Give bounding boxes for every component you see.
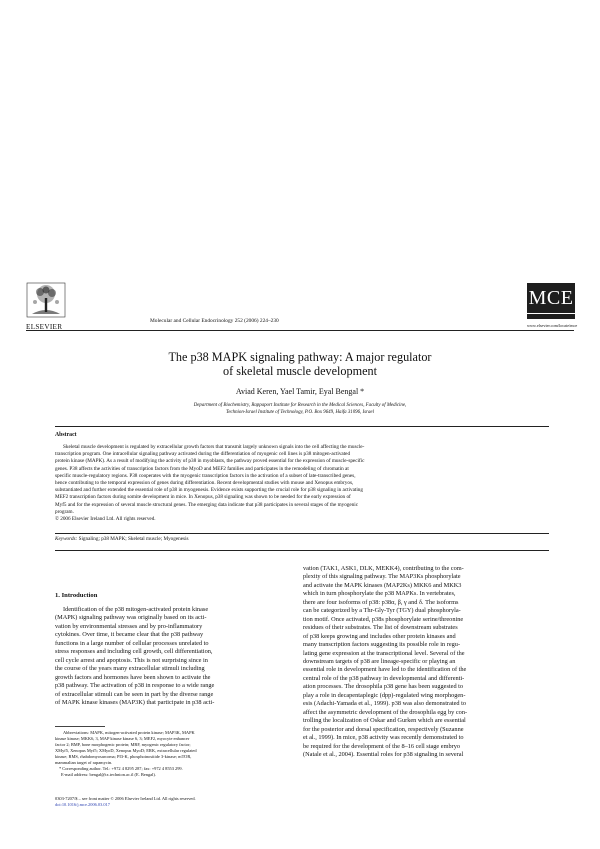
abstract-line: protein kinase (MAPK). As a result of modifying the activity of p38 in myoblasts, the pathway proved essential for the expression of muscle-specific [55,458,365,465]
body-line: trolling the localization of Oskar and Gurken which are essential [303,717,466,725]
body-line: of MAPK kinase kinases (MAP3K) that participate in p38 acti- [55,698,215,706]
abstract-line: hence contributing to the temporal expression of genes during differentiation. Recent developmental studies with mouse and Xenopus embryos, [55,480,354,487]
article-title [0,350,600,379]
body-line: plexity of this signaling pathway. The MAP3Ks phosphorylate [303,573,461,581]
body-line: (MAPK) signaling pathway was originally based on its acti- [55,614,207,622]
affiliation: Department of Biochemistry, Rappaport Institute for Research in the Medical Sciences, Faculty of Medicine, Technion-Israel Institute of Technology, P.O. Box 9649, Haifa 31096, Israel [193,403,407,415]
footnotes [55,726,297,778]
body-line: p38 pathway. The activation of p38 in response to a wide range [55,682,215,690]
abbreviation-line: factor 2; BMP, bone morphogenic protein; MRF, myogenic regulatory factor; [55,742,191,747]
abstract-copyright: © 2006 Elsevier Ireland Ltd. All rights reserved. [55,516,156,523]
body-line: can be categorized by a Thr-Gly-Tyr (TGY) dual phosphoryla- [303,607,461,615]
body-line: tion motif. Once activated, p38s phosphorylate serine/threonine [303,615,464,623]
doi-link[interactable]: doi:10.1016/j.mce.2006.03.017 [55,802,111,807]
body-line: of p38 keeps growing and includes other protein kinases and [303,632,456,640]
journal-citation: Molecular and Cellular Endocrinology 252 (2006) 224–230 [150,318,279,324]
journal-website[interactable]: www.elsevier.com/locate/mce [527,323,578,328]
body-line: ation processes. The drosophila p38 gene has been suggested to [303,683,464,691]
body-line: vation by environmental stresses and by pro-inflammatory [55,622,203,630]
abstract-heading: Abstract [55,432,77,438]
body-line: the course of the years many extracellular stimuli including [55,665,205,673]
elsevier-logo [26,282,66,331]
journal-logo [527,283,578,329]
abbreviation-line: kinase kinase; MKK6, 3, MAP kinase kinase 6, 3; MEF2, myocyte enhancer [55,736,190,741]
body-line: central role of the p38 pathway in developmental and differenti- [303,674,465,682]
abstract-line: specific muscle-regulatory regions. P38 cooperates with the myogenic transcription factors in the activation of a subset of late-transcribed genes, [55,472,356,479]
body-line: cytokines. Over time, it became clear that the p38 pathway [55,631,204,639]
abbreviation-line: Abbreviations: MAPK, mitogen-activated protein kinase; MAP3K, MAPK [63,730,195,735]
body-line: there are four isoforms of p38: p38α, β, γ and δ. The isoforms [303,598,459,606]
body-line: essential role in development have led to the identification of the [303,666,467,674]
title-line-2: of skeletal muscle development [223,364,377,379]
body-line: cell cycle arrest and apoptosis. This is not surprising since in [55,656,208,664]
body-line: play a role in decapentaplegic (dpp)-regulated wing morphogen- [303,691,466,699]
authors: Aviad Keren, Yael Tamir, Eyal Bengal * [235,387,365,396]
email-address[interactable]: E-mail address: bengal@tx.technion.ac.il (E. Bengal). [61,772,156,777]
left-column-text [55,606,297,707]
body-line: affect the asymmetric development of the drosophila egg by con- [303,708,468,716]
abstract-line: substantiated and further extended the essential role of p38 in myogenesis. Evidence exists supporting the crucial role for p38 signaling in activating [55,487,363,494]
body-line: vation (TAK1, ASK1, DLK, MEKK4), contributing to the com- [303,565,464,572]
section-heading: 1. Introduction [55,592,98,599]
body-line: for the posterior and dorsal specification, respectively (Suzanne [303,725,464,733]
body-line: residues of their substrates. The list of downstream substrates [303,624,458,632]
body-line: and activate the MAPK kinases (MAP2Ks) MKK6 and MKK3 [303,581,462,589]
body-line: functions in a large number of cellular processes unrelated to [55,639,209,647]
body-line: be required for the development of the 8–16 cell stage embryo [303,742,461,750]
corresponding-author: * Corresponding author. Tel.: +972 4 8295 287; fax: +972 4 8553 299. [59,766,183,771]
body-line: Identification of the p38 mitogen-activated protein kinase [63,606,209,613]
journal-abbrev: MCE [528,287,574,309]
body-line: et al., 1999). In mice, p38 activity was recently demonstrated to [303,734,464,742]
abstract-body [55,444,549,523]
body-line: stress responses and including cell growth, cell differentiation, [55,648,213,656]
body-line: esis (Adachi-Yamada et al., 1999). p38 was also demonstrated to [303,700,467,708]
body-line: of extracellular stimuli can be seen in part by the diverse range [55,690,214,698]
keywords-text: Signaling; p38 MAPK; Skeletal muscle; Myogenesis [78,536,189,542]
body-line: lating gene expression at the transcriptional level. Several of the [303,649,465,657]
abstract-line: genes. P38 affects the activities of transcription factors from the MyoD and MEF2 families and participates in the remodeling of chromatin at [55,465,349,472]
body-line: many transcription factors suggesting its possible role in regu- [303,641,461,649]
right-column-text [303,565,546,759]
abstract-line: program. [55,508,74,515]
keywords [55,536,549,543]
abstract-line: transcription program. One intracellular signaling pathway activated during the differentiation of myogenic cell lines is p38 mitogen-activated [55,451,351,458]
abstract-line: Myf5 and for the expression of several muscle structural genes. The emerging data indicate that p38 participates in several stages of the myogenic [55,501,359,508]
keywords-label: Keywords: [55,536,78,542]
abbreviations-footnote [55,730,297,766]
body-line: (Natale et al., 2004). Essential roles for p38 signaling in several [303,750,464,758]
publisher-name: ELSEVIER [26,323,63,331]
abbreviation-line: mammalian target of rapamycin. [55,760,113,765]
abstract-line: Skeletal muscle development is regulated by extracellular growth factors that transmit largely unknown signals into the cell affecting the muscle- [63,444,365,450]
issn-line: 0303-7207/$ – see front matter © 2006 Elsevier Ireland Ltd. All rights reserved. [55,796,196,801]
body-line: which in turn phosphorylate the p38 MAPKs. In vertebrates, [303,590,456,598]
body-line: downstream targets of p38 are lineage-specific or playing an [303,657,456,665]
title-line-1: The p38 MAPK signaling pathway: A major regulator [168,350,432,364]
abbreviation-line: kinase; RMS, rhabdomyosarcoma; PI3-K, phosphoinositide 3-kinase; mTOR, [55,754,192,759]
body-line: growth factors and hormones have been shown to activate the [55,673,211,681]
abstract-line: MEF2 transcription factors during somite development in mice. In Xenopus, p38 signaling was shown to be needed for the early expression of [55,494,351,501]
abbreviation-line: XMyf5, Xenopus Myf5; XMyoD, Xenopus MyoD; ERK, extracellular regulated [55,748,197,753]
elsevier-tree-icon [26,282,66,318]
